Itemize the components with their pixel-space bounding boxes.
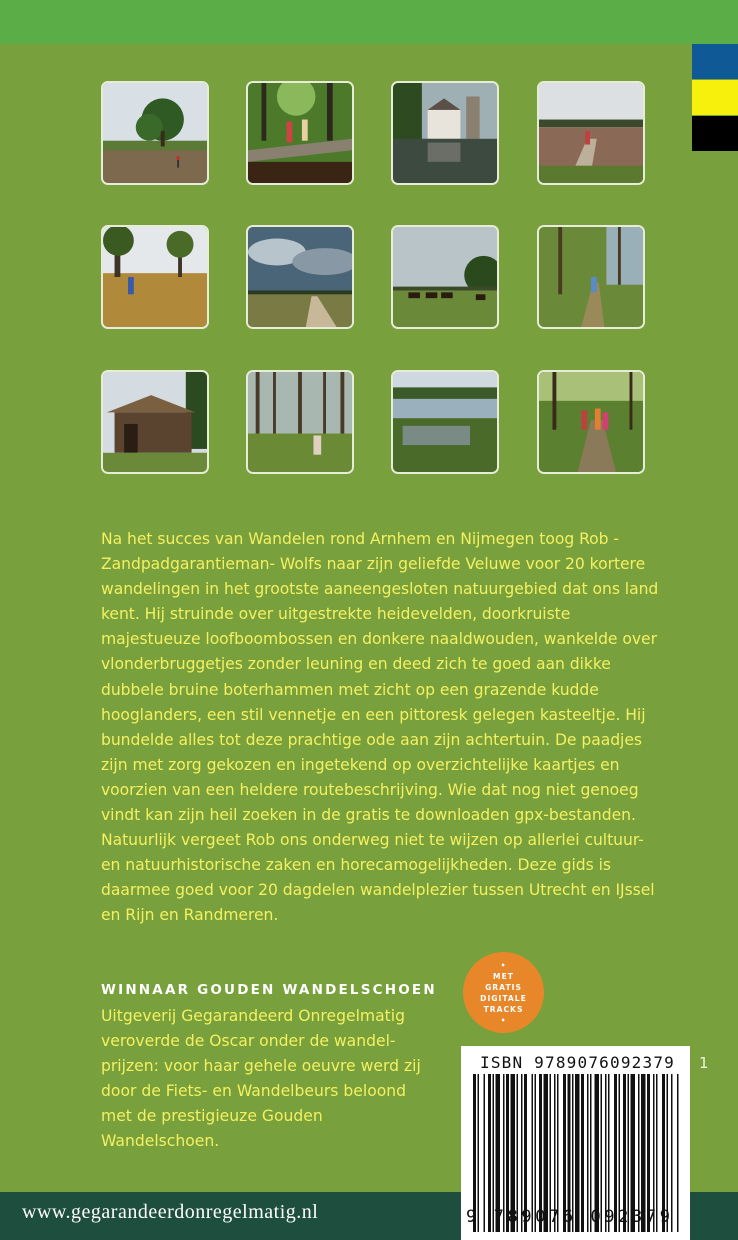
photo-fen-lake bbox=[391, 370, 499, 474]
photo-oak-heath bbox=[101, 81, 209, 185]
badge-line-digitale: DIGITALE bbox=[480, 993, 527, 1003]
photo-group-hike bbox=[537, 370, 645, 474]
photo-castle-pond bbox=[391, 81, 499, 185]
website-url: www.gegarandeerdonregelmatig.nl bbox=[22, 1201, 319, 1223]
barcode-bar bbox=[677, 1074, 679, 1232]
winner-heading: WINNAAR GOUDEN WANDELSCHOEN bbox=[101, 982, 437, 998]
photo-pine-forest bbox=[246, 370, 354, 474]
flag-stripe-yellow bbox=[692, 80, 738, 115]
isbn-label: ISBN 9789076092379 bbox=[480, 1053, 675, 1072]
winner-description: Uitgeverij Gegarandeerd Onregelmatig veroverde de Oscar onder de wandel-prijzen: voor haar gehele oeuvre werd zij door de Fiets- en Wandelbeurs beloond met de prestigieuze Gouden Wandelschoen. bbox=[101, 1007, 421, 1151]
top-green-bar bbox=[0, 0, 738, 44]
flag-stripe-black bbox=[692, 116, 738, 151]
blurb-text: Na het succes van Wandelen rond Arnhem en Nijmegen toog Rob -Zandpadgarantieman- Wolfs naar zijn geliefde Veluwe voor 20 kortere wandelingen in het grootste aaneengesloten natuurgebied dat ons land kent. Hij struinde over uitgestrekte heidevelden, doorkruiste majestueuze loofboombossen en donkere naaldwouden, wankelde over vlonderbruggetjes zonder leuning en deed zich te goed aan dikke dubbele bruine boterhammen met zicht op een grazende kudde hooglanders, een stil vennetje en een pittoresk gelegen kasteeltje. Hij bundelde alles tot deze prachtige ode aan zijn achtertuin. De paadjes zijn met zorg gekozen en ingetekend op overzichtelijke kaartjes en voorzien van een heldere routebeschrijving. Wie dat nog niet genoeg vindt kan zijn heil zoeken in de gratis te downloaden gpx-bestanden. Natuurlijk vergeet Rob ons onderweg niet te wijzen op allerlei cultuur- en natuurhistorische zaken en horecamogelijkheden. Deze gids is daarmee goed voor 20 dagdelen wandelplezier tussen Utrecht en IJssel en Rijn en Randmeren. bbox=[101, 530, 659, 925]
photo-heath-trees bbox=[101, 225, 209, 329]
photo-grazing-cattle bbox=[391, 225, 499, 329]
photo-forest-walker bbox=[537, 225, 645, 329]
flag-stripe-blue bbox=[692, 44, 738, 79]
badge-dot-top: • bbox=[500, 960, 507, 970]
photo-forest-bridge bbox=[246, 81, 354, 185]
barcode-digits: 9 789076 092379 bbox=[466, 1207, 674, 1227]
badge-line-met: MET bbox=[493, 971, 514, 981]
side-number: 1 bbox=[699, 1054, 709, 1072]
free-tracks-badge bbox=[463, 952, 544, 1033]
photo-sheep-barn bbox=[101, 370, 209, 474]
badge-line-gratis: GRATIS bbox=[485, 982, 522, 992]
photo-heath-walker bbox=[537, 81, 645, 185]
badge-line-tracks: TRACKS bbox=[483, 1004, 524, 1014]
badge-dot-bottom: • bbox=[500, 1015, 507, 1025]
photo-cloudy-path bbox=[246, 225, 354, 329]
